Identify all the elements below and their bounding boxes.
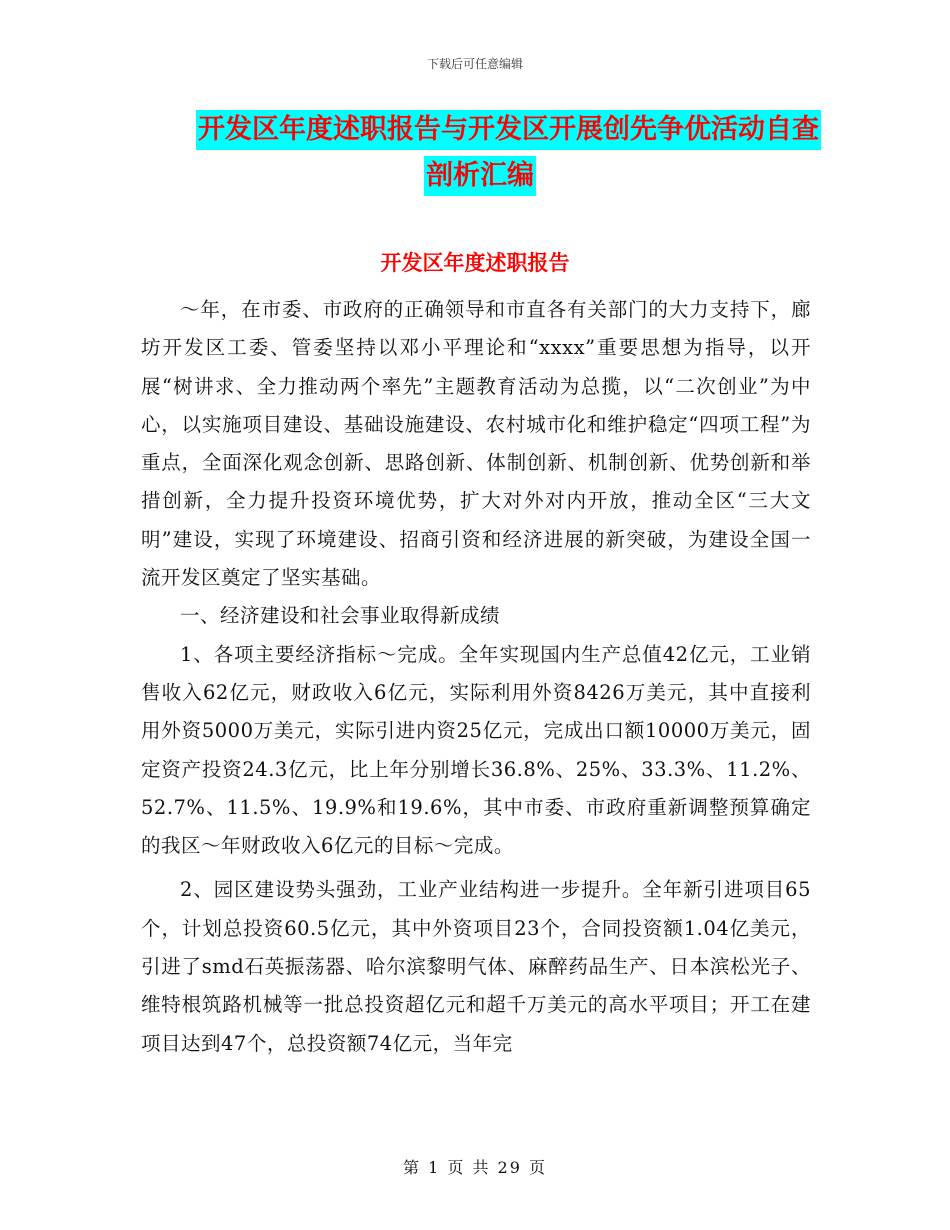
title-line-2: 剖析汇编 bbox=[424, 156, 536, 196]
page-header: 下载后可任意编辑 bbox=[426, 57, 523, 71]
title-line-1: 开发区年度述职报告与开发区开展创先争优活动自查 bbox=[196, 110, 821, 150]
document-body bbox=[141, 291, 811, 1063]
paragraph-heading-1: 一、经济建设和社会事业取得新成绩 bbox=[180, 604, 501, 628]
paragraph-item-2: 2、园区建设势头强劲，工业产业结构进一步提升。全年新引进项目65个，计划总投资60.5亿元，其中外资项目23个，合同投资额1.04亿美元，引进了smd石英振荡器、哈尔滨黎明气体、麻醉药品生产、日本滨松光子、维特根筑路机械等一批总投资超亿元和超千万美元的高水平项目；开工在建项目达到47个，总投资额74亿元，当年完 bbox=[141, 878, 811, 1055]
section-title: 开发区年度述职报告 bbox=[380, 251, 570, 275]
paragraph-intro: ～年，在市委、市政府的正确领导和市直各有关部门的大力支持下，廊坊开发区工委、管委坚持以邓小平理论和“xxxx”重要思想为指导，以开展“树讲求、全力推动两个率先”主题教育活动为总揽，以“二次创业”为中心，以实施项目建设、基础设施建设、农村城市化和维护稳定“四项工程”为重点，全面深化观念创新、思路创新、体制创新、机制创新、优势创新和举措创新，全力提升投资环境优势，扩大对外对内开放，推动全区“三大文明”建设，实现了环境建设、招商引资和经济进展的新突破，为建设全国一流开发区奠定了坚实基础。 bbox=[141, 298, 811, 590]
page-footer: 第 1 页 共 29 页 bbox=[403, 1158, 547, 1177]
paragraph-item-1: 1、各项主要经济指标～完成。全年实现国内生产总值42亿元，工业销售收入62亿元，财政收入6亿元，实际利用外资8426万美元，其中直接利用外资5000万美元，实际引进内资25亿元，完成出口额10000万美元，固定资产投资24.3亿元，比上年分别增长36.8%、25%、33.3%、11.2%、52.7%、11.5%、19.9%和19.6%，其中市委、市政府重新调整预算确定的我区～年财政收入6亿元的目标～完成。 bbox=[141, 642, 811, 858]
